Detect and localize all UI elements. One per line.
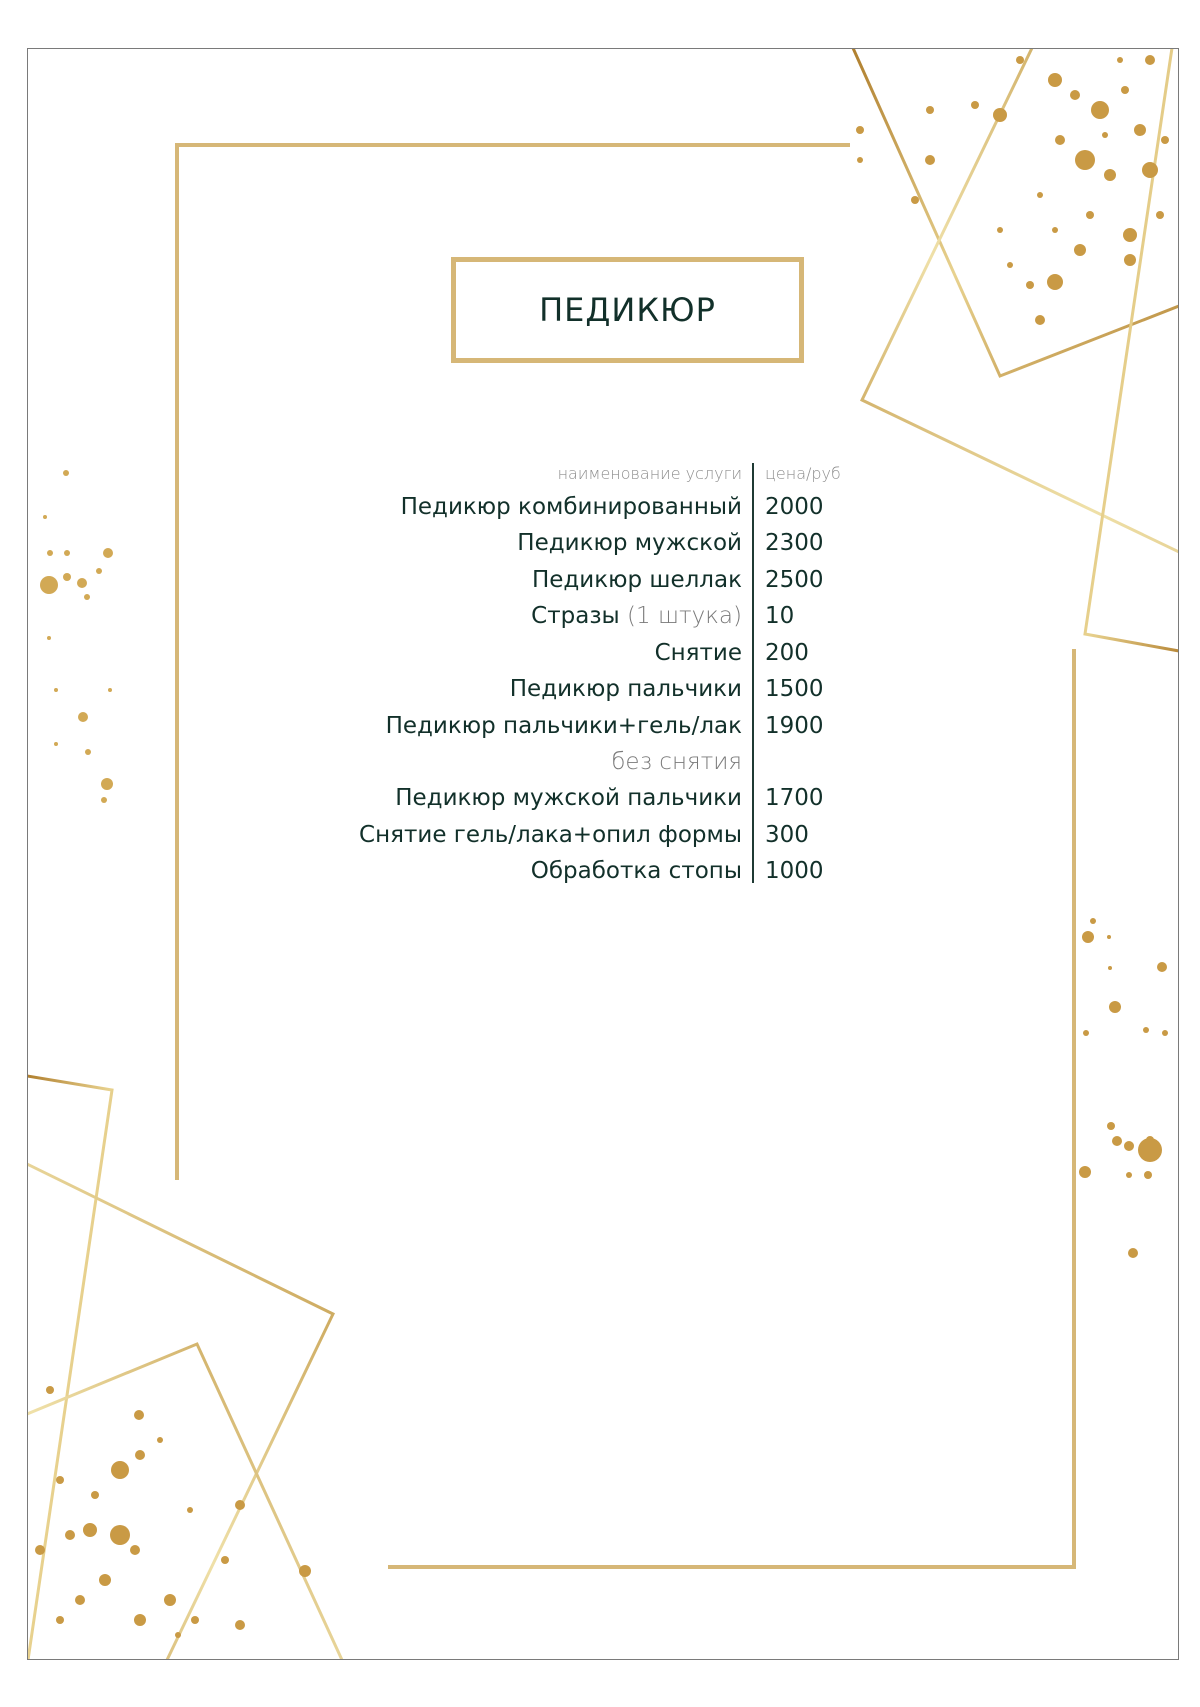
- price-row: [200, 853, 900, 889]
- service-note: (1 штука): [627, 603, 742, 629]
- price-row-note: [200, 744, 900, 780]
- service-price: 300: [765, 822, 809, 848]
- service-name: Снятие гель/лака+опил формы: [359, 822, 742, 848]
- price-row: [200, 780, 900, 816]
- page-title: ПЕДИКЮР: [539, 291, 716, 329]
- service-name: Педикюр комбинированный: [400, 494, 742, 520]
- title-box: [451, 257, 804, 363]
- price-row: [200, 525, 900, 561]
- service-price: 1900: [765, 713, 824, 739]
- service-price: 1500: [765, 676, 824, 702]
- service-price: 200: [765, 640, 809, 666]
- price-row: [200, 562, 900, 598]
- header-price: цена/руб: [765, 464, 841, 483]
- service-name: Педикюр шеллак: [531, 567, 742, 593]
- service-name: Снятие: [654, 640, 742, 666]
- price-row: [200, 817, 900, 853]
- price-row: [200, 671, 900, 707]
- price-list-header: [200, 456, 900, 492]
- service-price: 10: [765, 603, 795, 629]
- price-row: [200, 489, 900, 525]
- service-name: Стразы (1 штука): [531, 603, 742, 629]
- price-row: [200, 708, 900, 744]
- price-row: [200, 635, 900, 671]
- service-price: 2300: [765, 530, 824, 556]
- service-name: Педикюр мужской: [517, 530, 742, 556]
- service-price: 2000: [765, 494, 824, 520]
- header-service-name: наименование услуги: [557, 464, 742, 483]
- service-name: Педикюр пальчики: [509, 676, 742, 702]
- price-row: [200, 598, 900, 634]
- service-name: Обработка стопы: [530, 858, 742, 884]
- service-note: без снятия: [611, 749, 742, 775]
- service-price: 1000: [765, 858, 824, 884]
- service-name: Педикюр пальчики+гель/лак: [385, 713, 742, 739]
- service-price: 2500: [765, 567, 824, 593]
- service-price: 1700: [765, 785, 824, 811]
- service-name: Педикюр мужской пальчики: [395, 785, 742, 811]
